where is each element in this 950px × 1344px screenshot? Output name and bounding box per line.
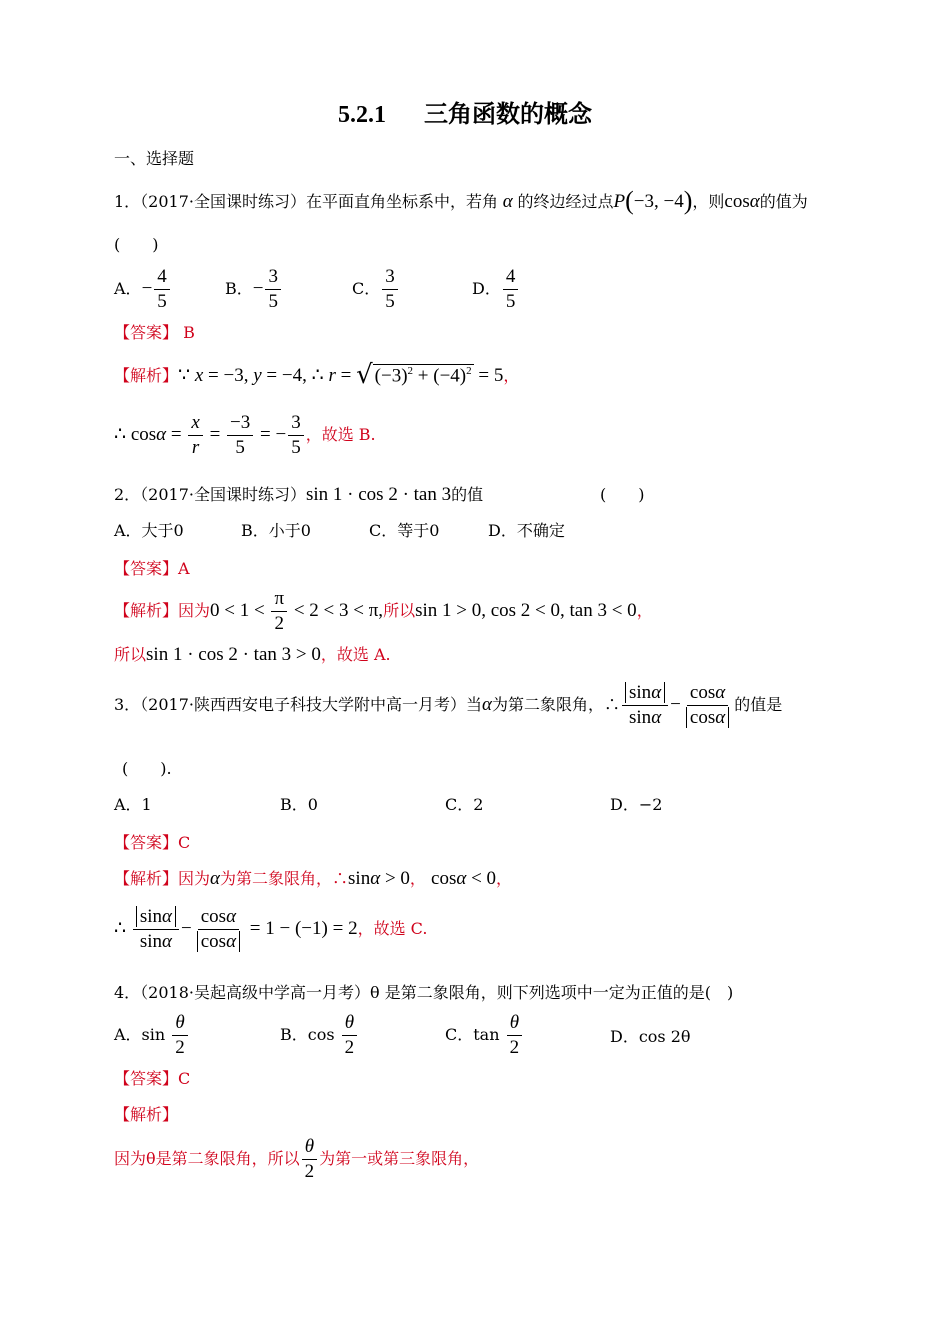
q3-analysis-line1: 【解析】因为α为第二象限角，∴sinα > 0， cosα < 0，: [114, 868, 513, 889]
q4-option-a: A．sin $\frac{\theta}{2}$: [114, 1012, 190, 1059]
q1-stem-mid1: 的终边经过点: [517, 192, 614, 211]
q1-analysis-line2: ∴ cosα = $\frac{x}{r}$ = $\frac{-3}{5}$ = − $\frac{3}{5}$ ，故选 B.: [114, 412, 376, 458]
section-heading: 一、选择题: [114, 149, 195, 168]
q1-stem-line: 1．（2017·全国课时练习）在平面直角坐标系中，若角 α 的终边经过点P(−3, −4)，则cosα的值为: [114, 186, 808, 215]
q2-option-c: C．等于0: [369, 521, 440, 540]
q3-option-c: C．2: [445, 795, 484, 814]
q1-option-b: B．− $\frac{3}{5}$: [225, 266, 283, 313]
q2-option-d: D．不确定: [488, 521, 565, 540]
q2-option-a: A．大于0: [114, 521, 184, 540]
q2-stem-line: 2．（2017·全国课时练习）sin 1 · cos 2 · tan 3的值: [114, 484, 484, 505]
q4-stem: 4．（2018·吴起高级中学高一月考）θ 是第二象限角，则下列选项中一定为正值的是( ): [114, 983, 734, 1002]
page-title: [338, 94, 592, 129]
q4-analysis-label: 【解析】: [114, 1105, 179, 1124]
q1-stem: 1．（2017·全国课时练习）在平面直角坐标系中，若角: [114, 192, 498, 211]
q4-option-d: D．cos 2θ: [610, 1027, 691, 1046]
q3-paren: ( ).: [122, 759, 172, 778]
q2-option-b: B．小于0: [241, 521, 311, 540]
q1-analysis-line1: 【解析】∵ x = −3, y = −4, ∴ r = √ $(-3)^2 + (-4)^2 = 5$，: [114, 360, 520, 390]
title-number: 5.2.1: [338, 102, 386, 128]
q1-option-a: A．− $\frac{4}{5}$: [114, 266, 172, 313]
q3-analysis-line2: ∴ $\frac{\sin\alpha}{\sin\alpha}$ − $\frac{\cos\alpha}{\cos\alpha}$ = 1 − (−1) = 2，故选 C.: [114, 906, 428, 952]
q1-option-c: C． $\frac{3}{5}$: [352, 266, 400, 313]
title-text: 三角函数的概念: [424, 102, 592, 128]
q1-answer: 【答案】 B: [114, 323, 195, 342]
q4-analysis-line1: 因为θ是第二象限角，所以 $\frac{\theta}{2}$ 为第一或第三象限角，: [114, 1136, 480, 1182]
q1-option-d: D． $\frac{4}{5}$: [472, 266, 520, 313]
q2-answer: 【答案】A: [114, 559, 190, 578]
q3-option-a: A．1: [114, 795, 152, 814]
q4-answer: 【答案】C: [114, 1069, 191, 1088]
q4-option-c: C．tan $\frac{\theta}{2}$: [445, 1012, 524, 1059]
q3-option-d: D．−2: [610, 795, 663, 814]
q4-option-b: B．cos $\frac{\theta}{2}$: [280, 1012, 359, 1059]
q2-paren: ( ): [600, 485, 645, 504]
q2-analysis-line1: 【解析】因为0 < 1 < $\frac{\pi}{2}$ < 2 < 3 < π,所以sin 1 > 0, cos 2 < 0, tan 3 < 0，: [114, 588, 653, 634]
q3-option-b: B．0: [280, 795, 318, 814]
q3-stem-line: 3．（2017·陕西西安电子科技大学附中高一月考）当α为第二象限角，∴ $\frac{\sin\alpha}{\sin\alpha}$ − $\frac{\cos\alpha}{\cos\alpha}$ 的值是: [114, 682, 783, 728]
q3-answer: 【答案】C: [114, 833, 191, 852]
q1-paren: ( ): [114, 235, 159, 254]
q2-analysis-line2: 所以sin 1 · cos 2 · tan 3 > 0，故选 A.: [114, 644, 391, 665]
